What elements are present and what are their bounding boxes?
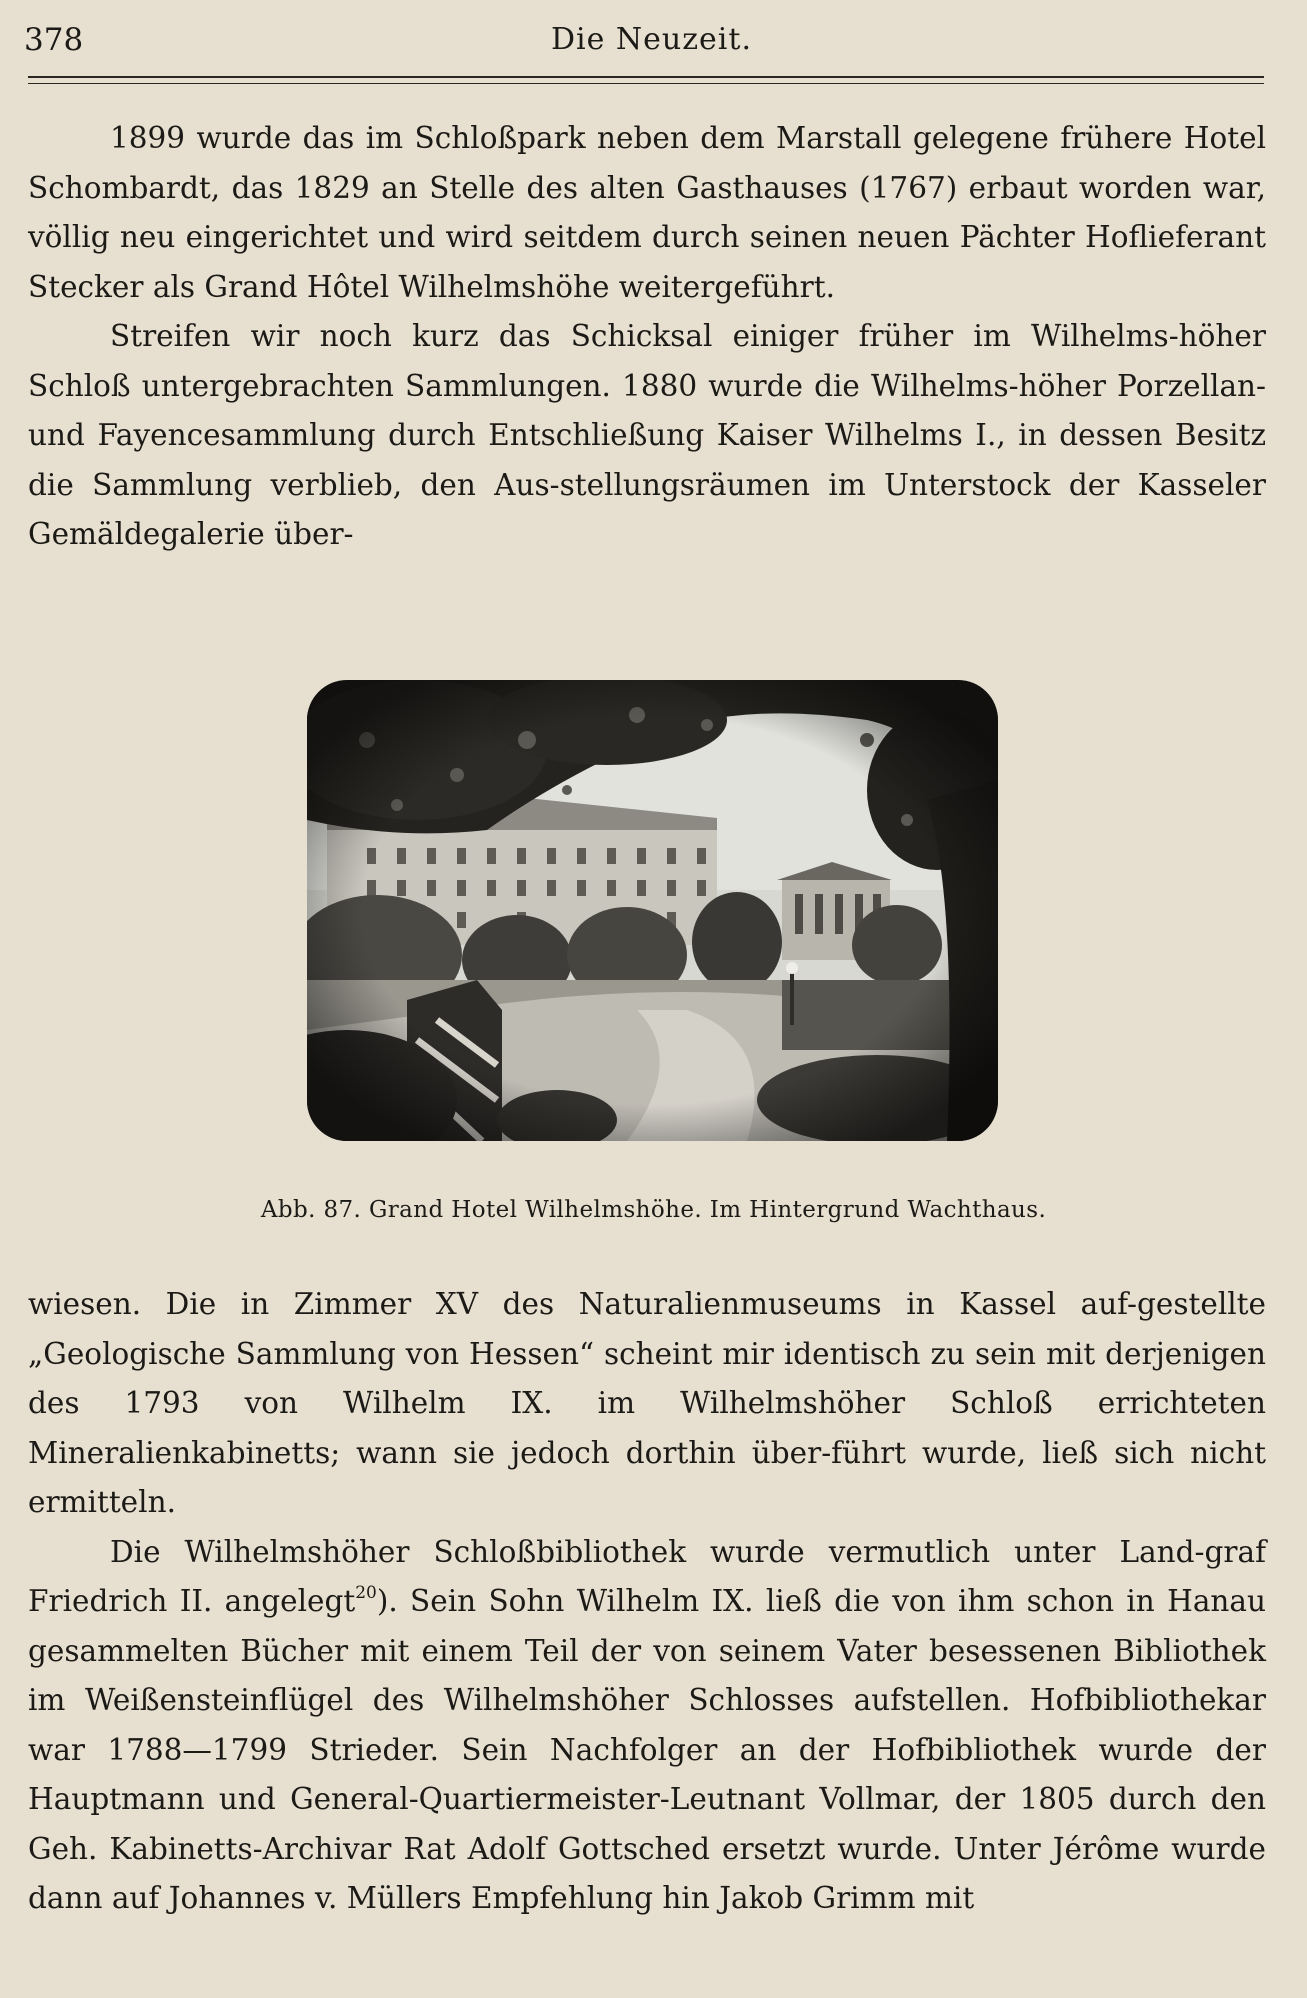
page-header	[24, 22, 1279, 70]
running-title: Die Neuzeit.	[550, 22, 752, 57]
header-rule	[28, 76, 1264, 78]
figure-photo	[307, 680, 998, 1141]
hotel-photo-image	[307, 680, 998, 1141]
paragraph-hotel: 1899 wurde das im Schloßpark neben dem Marstall gelegene frühere Hotel Schombardt, das 1829 an Stelle des alten Gasthauses (1767) erbaut worden war, völlig neu eingerichtet und wird seitdem durch seinen neuen Pächter Hoflieferant Stecker als Grand Hôtel Wilhelmshöhe weitergeführt.	[28, 121, 1266, 304]
figure-caption: Abb. 87. Grand Hotel Wilhelmshöhe. Im Hintergrund Wachthaus.	[260, 1197, 1047, 1223]
body-text-top	[28, 114, 1266, 560]
library-text-start: Die Wilhelmshöher Schloßbibliothek wurde vermutlich unter Land-graf Friedrich II. angelegt	[28, 1534, 1266, 1618]
footnote-marker: 20	[355, 1583, 377, 1603]
body-text-bottom	[28, 1280, 1266, 1924]
paragraph-library	[28, 1528, 1266, 1924]
page-number: 378	[24, 22, 84, 58]
library-text-rest: ). Sein Sohn Wilhelm IX. ließ die von ihm schon in Hanau gesammelten Bücher mit einem Teil der von seinem Vater besessenen Bibliothek im Weißensteinflügel des Wilhelmshöher Schlosses aufstellen. Hofbibliothekar war 1788—1799 Strieder. Sein Nachfolger an der Hofbibliothek wurde der Hauptmann und General-Quartiermeister-Leutnant Vollmar, der 1805 durch den Geh. Kabinetts-Archivar Rat Adolf Gottsched ersetzt wurde. Unter Jérôme wurde dann auf Johannes v. Müllers Empfehlung hin Jakob Grimm mit	[28, 1584, 1266, 1915]
header-rule-thin	[28, 83, 1264, 84]
paragraph-continuation: wiesen. Die in Zimmer XV des Naturalienmuseums in Kassel auf-gestellte „Geologische Sammlung von Hessen“ scheint mir identisch zu sein mit derjenigen des 1793 von Wilhelm IX. im Wilhelmshöher Schloß errichteten Mineralienkabinetts; wann sie jedoch dorthin über-führt wurde, ließ sich nicht ermitteln.	[28, 1287, 1266, 1519]
paragraph-collections: Streifen wir noch kurz das Schicksal einiger früher im Wilhelms-höher Schloß untergebrachten Sammlungen. 1880 wurde die Wilhelms-höher Porzellan- und Fayencesammlung durch Entschließung Kaiser Wilhelms I., in dessen Besitz die Sammlung verblieb, den Aus-stellungsräumen im Unterstock der Kasseler Gemäldegalerie über-	[28, 319, 1266, 551]
